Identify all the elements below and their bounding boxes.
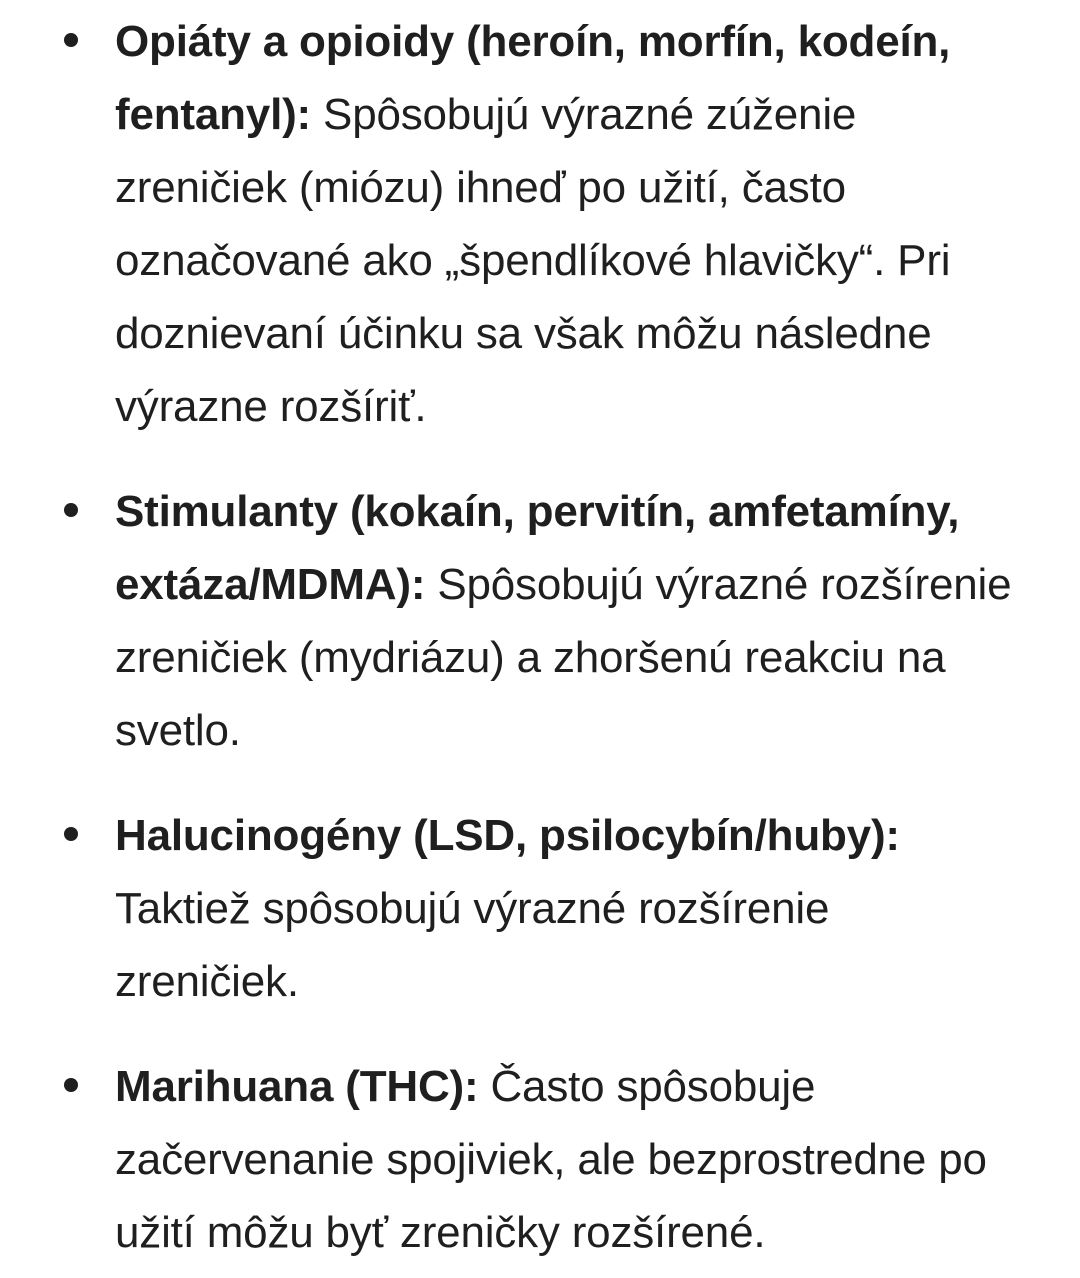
list-item-marijuana <box>115 1050 1018 1269</box>
bullet-icon <box>64 503 78 517</box>
bullet-list <box>115 5 1018 1269</box>
bullet-icon <box>64 1078 78 1092</box>
list-item-hallucinogens <box>115 799 1018 1018</box>
list-item-term: Stimulanty (kokaín, pervitín, amfetamíny, extáza/MDMA): <box>115 487 960 609</box>
bullet-icon <box>64 827 78 841</box>
list-item-term: Halucinogény (LSD, psilocybín/huby): <box>115 811 900 860</box>
list-item-description: Spôsobujú výrazné zúženie zreničiek (miózu) ihneď po užití, často označované ako „špendlíkové hlavičky“. Pri doznievaní účinku sa však môžu následne výrazne rozšíriť. <box>115 90 951 431</box>
list-item-stimulants <box>115 475 1018 767</box>
list-item-description: Spôsobujú výrazné rozšírenie zreničiek (mydriázu) a zhoršenú reakciu na svetlo. <box>115 560 1012 755</box>
list-item-term: Marihuana (THC): <box>115 1062 479 1111</box>
list-item-description: Často spôsobuje začervenanie spojiviek, ale bezprostredne po užití môžu byť zreničky rozšírené. <box>115 1062 987 1257</box>
list-item-description: Taktiež spôsobujú výrazné rozšírenie zreničiek. <box>115 884 830 1006</box>
list-item-opiates <box>115 5 1018 443</box>
bullet-icon <box>64 33 78 47</box>
list-item-term: Opiáty a opioidy (heroín, morfín, kodeín, fentanyl): <box>115 17 951 139</box>
